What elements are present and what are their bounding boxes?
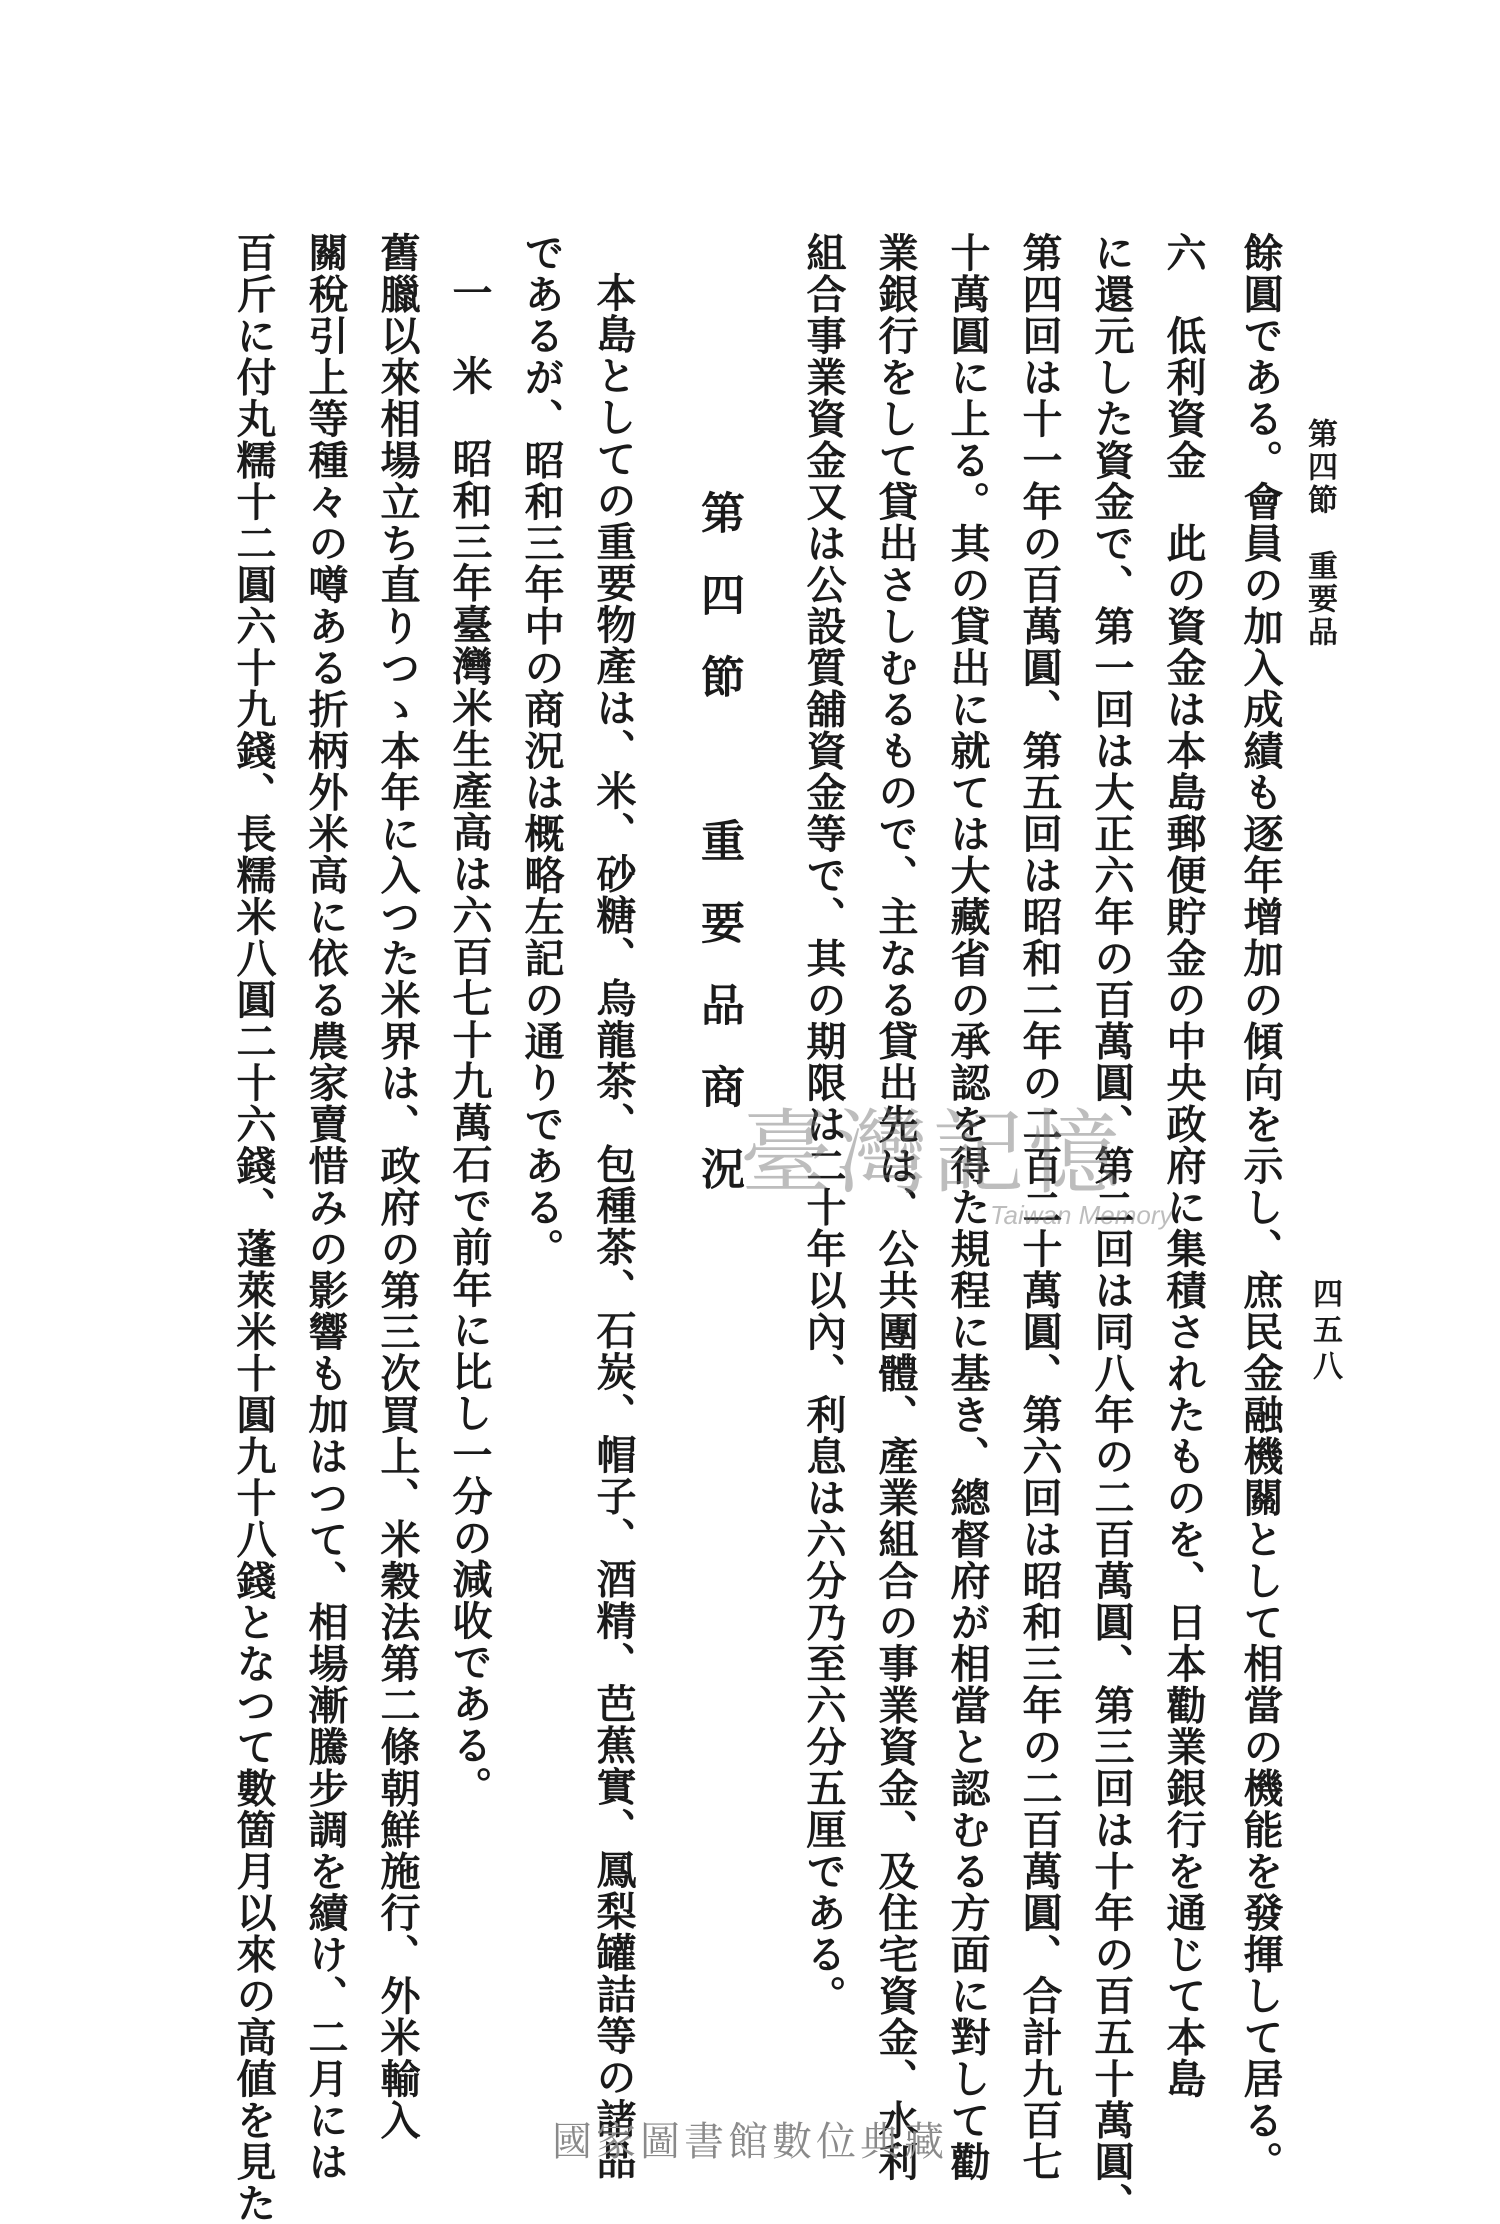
text-column: 百斤に付丸糯十二圓六十九錢、長糯米八圓二十六錢、蓬萊米十圓九十八錢となつて數箇月以來の高値を見た [230,232,277,2224]
text-column: に還元した資金で、第一回は大正六年の百萬圓、第二回は同八年の二百萬圓、第三回は十年の百五十萬圓、 [1088,232,1135,2224]
text-column: 關稅引上等種々の噂ある折柄外米高に依る農家賣惜みの影響も加はつて、相場漸騰步調を續け、二月には [302,232,349,2183]
text-column: 業銀行をして貸出さしむるもので、主なる貸出先は、公共團體、產業組合の事業資金、及住宅資金、水利 [872,232,919,2183]
text-column: 本島としての重要物產は、米、砂糖、烏龍茶、包種茶、石炭、帽子、酒精、芭蕉實、鳳梨罐詰等の諸品 [590,272,637,2181]
text-column: 舊臘以來相場立ち直りつゝ本年に入つた米界は、政府の第三次買上、米穀法第二條朝鮮施行、外米輸入 [374,232,421,2141]
text-column: 第四回は十一年の百萬圓、第五回は昭和二年の二百二十萬圓、第六回は昭和三年の二百萬圓、合計九百七 [1016,232,1063,2183]
watermark-subtext: Taiwan Memory [990,1200,1173,1230]
page-number: 四五八 [1307,1278,1342,1386]
text-column: 餘圓である。會員の加入成績も逐年增加の傾向を示し、庶民金融機關として相當の機能を發揮して居る。 [1237,232,1284,2183]
text-column: 組合事業資金又は公設質舖資金等で、其の期限は二十年以內、利息は六分乃至六分五厘である。 [800,232,847,2017]
subsection-heading-rice: 一 米 昭和三年臺灣米生產高は六百七十九萬石で前年に比し一分の減收である。 [446,272,493,1808]
watermark-logo [740,1080,1180,1250]
text-column: 十萬圓に上る。其の貸出に就ては大藏省の承認を得た規程に基き、總督府が相當と認むる方面に對して勸 [944,232,991,2183]
section-heading: 第四節 重要品商況 [693,490,744,1228]
watermark-text: 臺灣記憶 [740,1100,1125,1207]
subsection-heading-low-interest-funds: 六 低利資金 此の資金は本島郵便貯金の中央政府に集積されたものを、日本勸業銀行を通じて本島 [1160,232,1207,2100]
text-column: であるが、昭和三年中の商況は概略左記の通りである。 [518,232,565,1270]
footer-library-credit: 國家圖書館數位典藏 [552,2119,948,2165]
running-header-section: 第四節 重要品 [1302,418,1337,649]
